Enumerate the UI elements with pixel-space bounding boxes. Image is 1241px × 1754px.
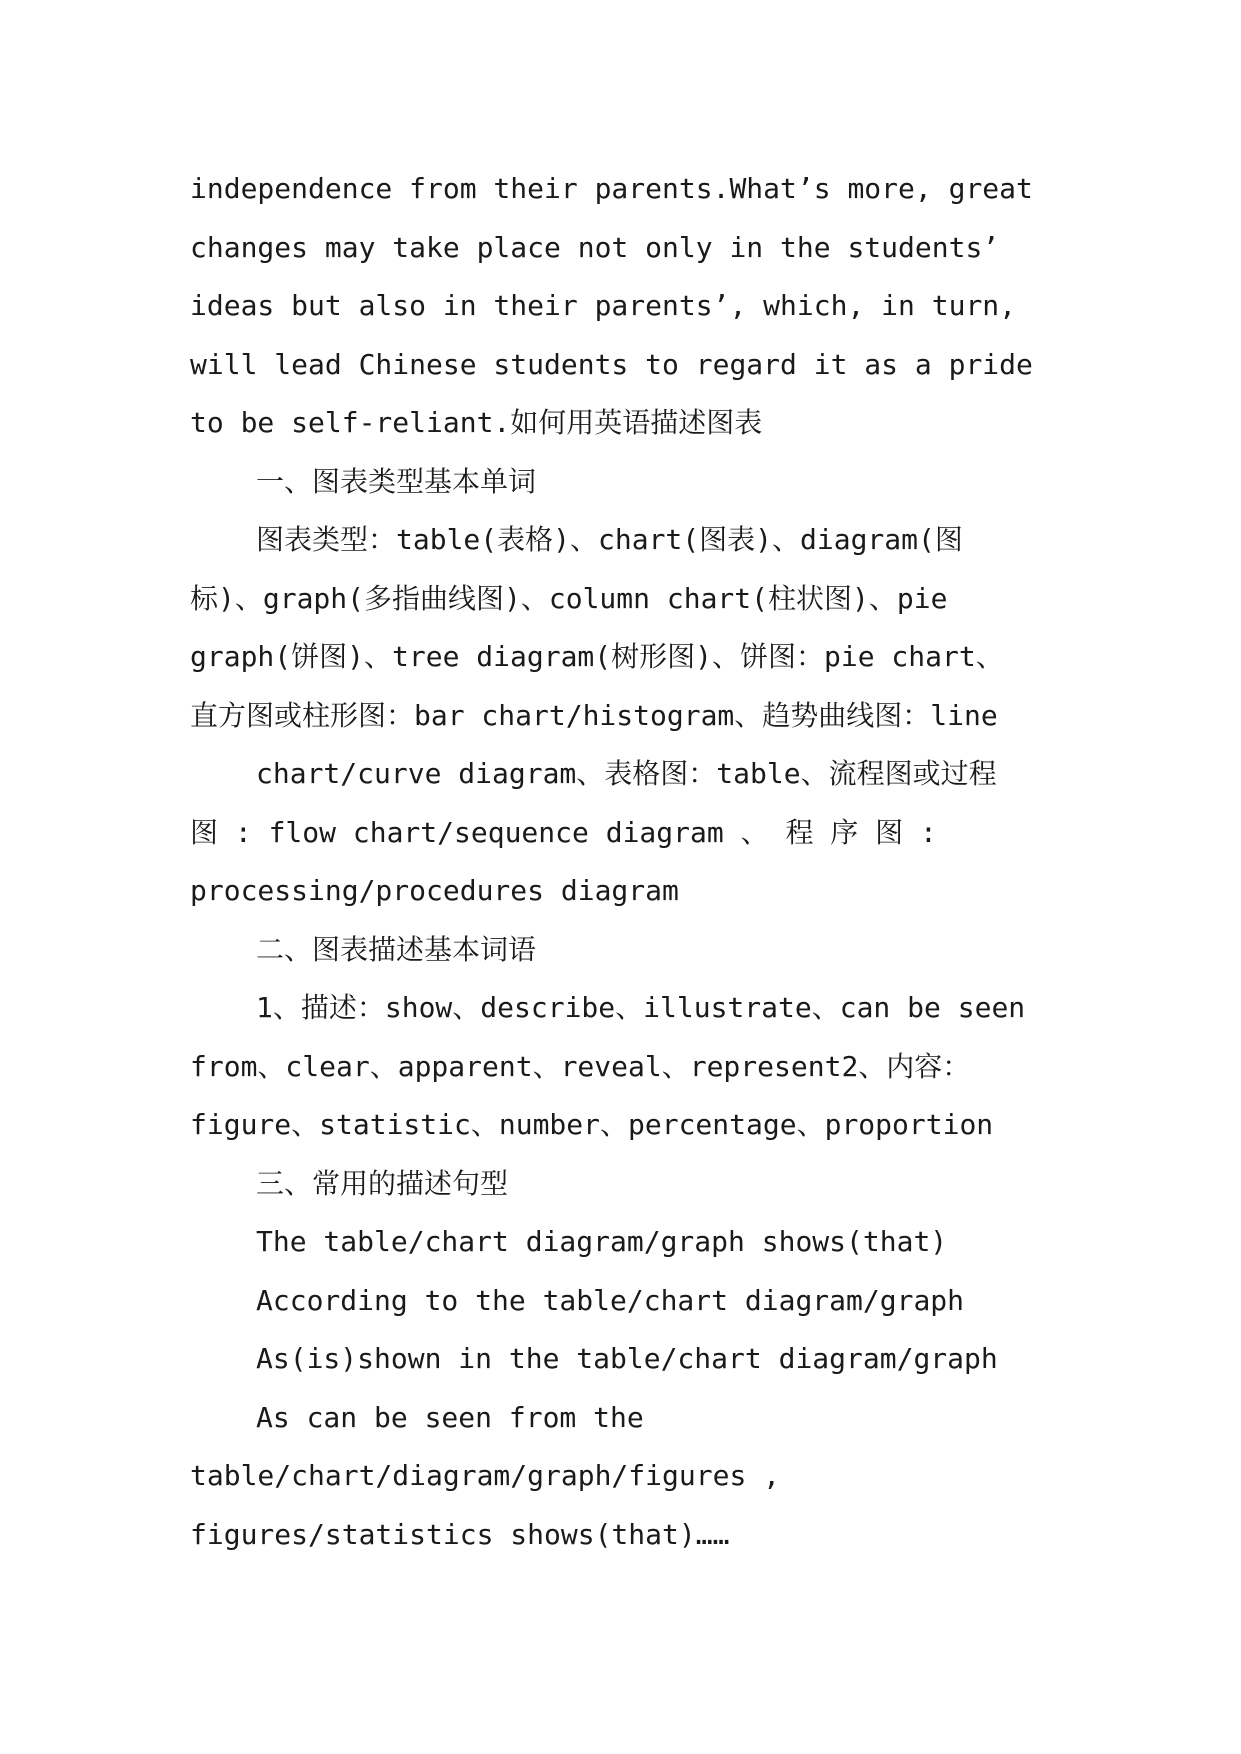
- text-line: 图 : flow chart/sequence diagram 、 程 序 图 :: [190, 815, 937, 849]
- text-line: As can be seen from the: [256, 1400, 644, 1434]
- section-heading: 二、图表描述基本词语: [256, 932, 537, 966]
- text-line: graph(饼图)、tree diagram(树形图)、饼图：pie chart、: [190, 640, 1004, 673]
- text-line: 图表类型：table(表格)、chart(图表)、diagram(图: [256, 523, 963, 556]
- text-line: ideas but also in their parents’, which, in turn,: [190, 289, 1017, 322]
- text-line: According to the table/chart diagram/graph: [256, 1283, 965, 1317]
- text-line: will lead Chinese students to regard it as a pride: [190, 347, 1033, 381]
- text-line: to be self-reliant.如何用英语描述图表: [190, 406, 763, 439]
- text-line: processing/procedures diagram: [190, 874, 679, 907]
- text-line: from、clear、apparent、reveal、represent2、内容：: [190, 1049, 971, 1083]
- text-line: figure、statistic、number、percentage、proportion: [190, 1108, 994, 1141]
- text-line: chart/curve diagram、表格图：table、流程图或过程: [256, 757, 997, 790]
- section-heading: 三、常用的描述句型: [256, 1166, 509, 1200]
- section-heading: 一、图表类型基本单词: [256, 464, 537, 498]
- text-line: The table/chart diagram/graph shows(that): [256, 1225, 948, 1258]
- text-line: 标)、graph(多指曲线图)、column chart(柱状图)、pie: [190, 581, 948, 615]
- text-line: independence from their parents.What’s more, great: [190, 172, 1033, 205]
- text-line: As(is)shown in the table/chart diagram/graph: [256, 1342, 998, 1375]
- text-line: figures/statistics shows(that)……: [190, 1517, 730, 1551]
- text-line: table/chart/diagram/graph/figures ,: [190, 1459, 781, 1492]
- text-line: 1、描述：show、describe、illustrate、can be seen: [256, 991, 1026, 1024]
- body-text: [190, 160, 1055, 1564]
- text-line: 直方图或柱形图：bar chart/histogram、趋势曲线图：line: [190, 698, 998, 732]
- text-line: changes may take place not only in the students’: [190, 230, 1000, 264]
